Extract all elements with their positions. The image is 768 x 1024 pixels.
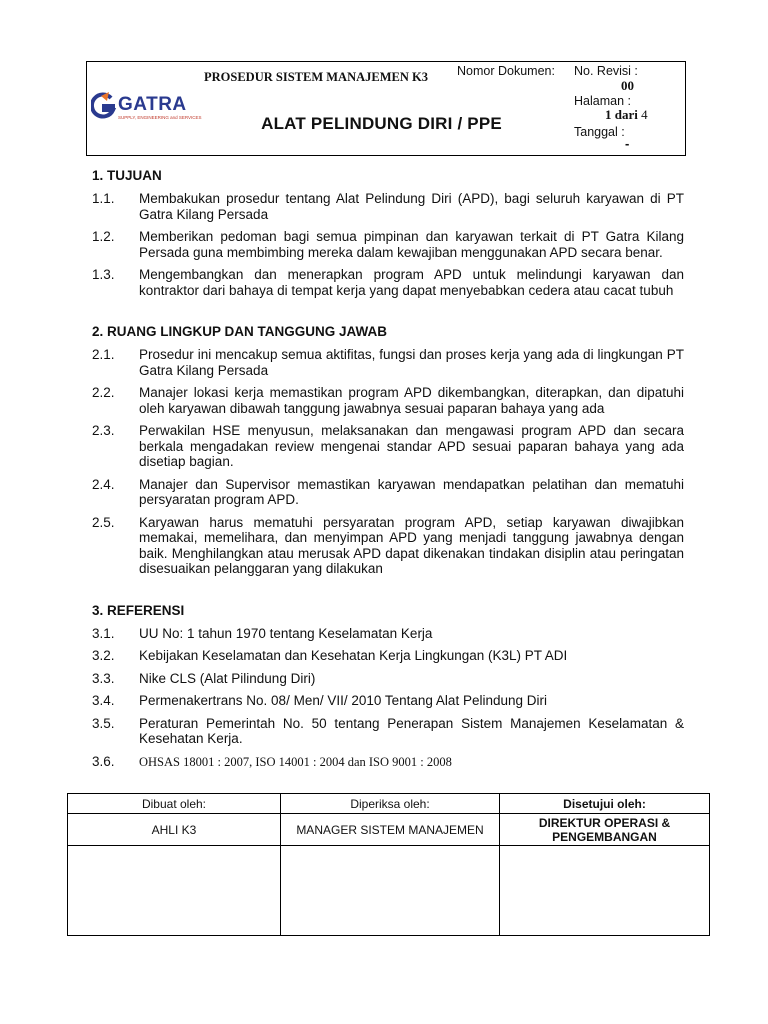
list-item <box>92 423 684 470</box>
section-heading-tujuan: 1. TUJUAN <box>92 168 162 183</box>
signature-box-dibuat <box>68 846 281 935</box>
item-number: 1.3. <box>92 267 115 282</box>
signature-table <box>67 793 710 936</box>
list-item <box>92 515 684 577</box>
list-item <box>92 716 684 747</box>
list-item <box>92 191 684 222</box>
dibuat-role: AHLI K3 <box>68 814 281 846</box>
signature-box-disetujui <box>500 846 709 935</box>
section-heading-ruang-lingkup: 2. RUANG LINGKUP DAN TANGGUNG JAWAB <box>92 324 388 339</box>
tanggal-value: - <box>625 136 630 151</box>
disetujui-oleh-label: Disetujui oleh: <box>500 794 709 814</box>
item-text: Mengembangkan dan menerapkan program APD untuk melindungi karyawan dan kontraktor dari bahaya di tempat kerja yang dapat menyebabkan cedera atau cacat tubuh <box>139 267 684 298</box>
item-text: Permenakertrans No. 08/ Men/ VII/ 2010 Tentang Alat Pelindung Diri <box>139 693 547 708</box>
revisi-value: 00 <box>621 78 634 93</box>
revisi-label: No. Revisi : <box>574 64 638 78</box>
item-number: 1.1. <box>92 191 115 206</box>
logo-tagline: SUPPLY, ENGINEERING and SERVICES <box>118 115 202 120</box>
item-text: OHSAS 18001 : 2007, ISO 14001 : 2004 dan ISO 9001 : 2008 <box>139 754 452 769</box>
item-number: 2.5. <box>92 514 115 530</box>
item-number: 2.1. <box>92 347 115 362</box>
halaman-page: 1 dari <box>605 107 638 122</box>
item-number: 3.4. <box>92 693 115 708</box>
list-item <box>92 477 684 508</box>
company-logo <box>91 92 202 126</box>
halaman-label: Halaman : <box>574 94 631 108</box>
list-item <box>92 693 684 709</box>
tanggal-cell <box>569 124 686 155</box>
diperiksa-oleh-label: Diperiksa oleh: <box>281 794 500 814</box>
item-text: Manajer lokasi kerja memastikan program APD dikembangkan, diterapkan, dan dipatuhi oleh karyawan dibawah tanggung jawabnya sesuai paparan bahaya yang ada <box>139 385 684 416</box>
list-item <box>92 671 684 687</box>
item-text: Perwakilan HSE menyusun, melaksanakan dan mengawasi program APD dan secara berkala mengadakan review mengenai standar APD sesuai paparan bahaya yang ada disetiap bagian. <box>139 423 684 469</box>
logo-cell <box>87 62 202 155</box>
item-number: 3.1. <box>92 625 115 641</box>
gatra-logo-icon <box>91 92 117 122</box>
item-number: 3.6. <box>92 753 115 769</box>
item-number: 3.5. <box>92 715 115 731</box>
list-item <box>92 267 684 298</box>
list-item <box>92 385 684 416</box>
tanggal-label: Tanggal : <box>574 125 625 139</box>
disetujui-role: DIREKTUR OPERASI & PENGEMBANGAN <box>500 814 709 846</box>
signature-box-diperiksa <box>281 846 500 935</box>
halaman-total: 4 <box>641 107 648 122</box>
diperiksa-role: MANAGER SISTEM MANAJEMEN <box>281 814 500 846</box>
dibuat-oleh-label: Dibuat oleh: <box>68 794 281 814</box>
revisi-cell <box>569 62 686 93</box>
item-number: 2.4. <box>92 476 115 492</box>
document-body <box>92 168 684 777</box>
nomor-dokumen-label: Nomor Dokumen: <box>457 64 555 78</box>
item-text: UU No: 1 tahun 1970 tentang Keselamatan Kerja <box>139 625 433 641</box>
item-number: 3.3. <box>92 670 115 686</box>
list-item <box>92 229 684 260</box>
procedure-system-title: PROSEDUR SISTEM MANAJEMEN K3 <box>204 70 428 84</box>
section-heading-referensi: 3. REFERENSI <box>92 602 185 618</box>
list-item <box>92 626 684 642</box>
logo-text: GATRA <box>118 94 187 115</box>
item-text: Kebijakan Keselamatan dan Kesehatan Kerja Lingkungan (K3L) PT ADI <box>139 648 568 663</box>
item-text: Memberikan pedoman bagi semua pimpinan dan karyawan terkait di PT Gatra Kilang Persada guna membimbing mereka dalam kewajiban menggunakan APD secara benar. <box>139 229 684 260</box>
document-title: ALAT PELINDUNG DIRI / PPE <box>261 114 502 133</box>
item-text: Karyawan harus mematuhi persyaratan program APD, setiap karyawan diwajibkan memakai, memelihara, dan menyimpan APD yang menjadi tanggung jawabnya dengan baik. Menghilangkan atau merusak APD dapat dikenakan tindakan disiplin atau peringatan disesuaikan pelanggaran yang dilakukan <box>139 514 684 576</box>
item-text: Prosedur ini mencakup semua aktifitas, fungsi dan proses kerja yang ada di lingkungan PT Gatra Kilang Persada <box>139 347 684 378</box>
halaman-value <box>605 107 648 123</box>
item-text: Membakukan prosedur tentang Alat Pelindung Diri (APD), bagi seluruh karyawan di PT Gatra Kilang Persada <box>139 191 684 222</box>
list-item <box>92 648 684 664</box>
item-number: 3.2. <box>92 648 115 663</box>
item-text: Nike CLS (Alat Pilindung Diri) <box>139 670 316 686</box>
item-number: 1.2. <box>92 229 115 244</box>
halaman-cell <box>569 93 686 124</box>
item-number: 2.3. <box>92 423 115 438</box>
list-item <box>92 754 684 771</box>
document-header-table <box>86 61 686 156</box>
item-text: Peraturan Pemerintah No. 50 tentang Penerapan Sistem Manajemen Keselamatan & Kesehatan Kerja. <box>139 715 684 746</box>
item-text: Manajer dan Supervisor memastikan karyawan mendapatkan pelatihan dan mematuhi persyaratan program APD. <box>139 476 684 507</box>
item-number: 2.2. <box>92 385 115 400</box>
list-item <box>92 347 684 378</box>
